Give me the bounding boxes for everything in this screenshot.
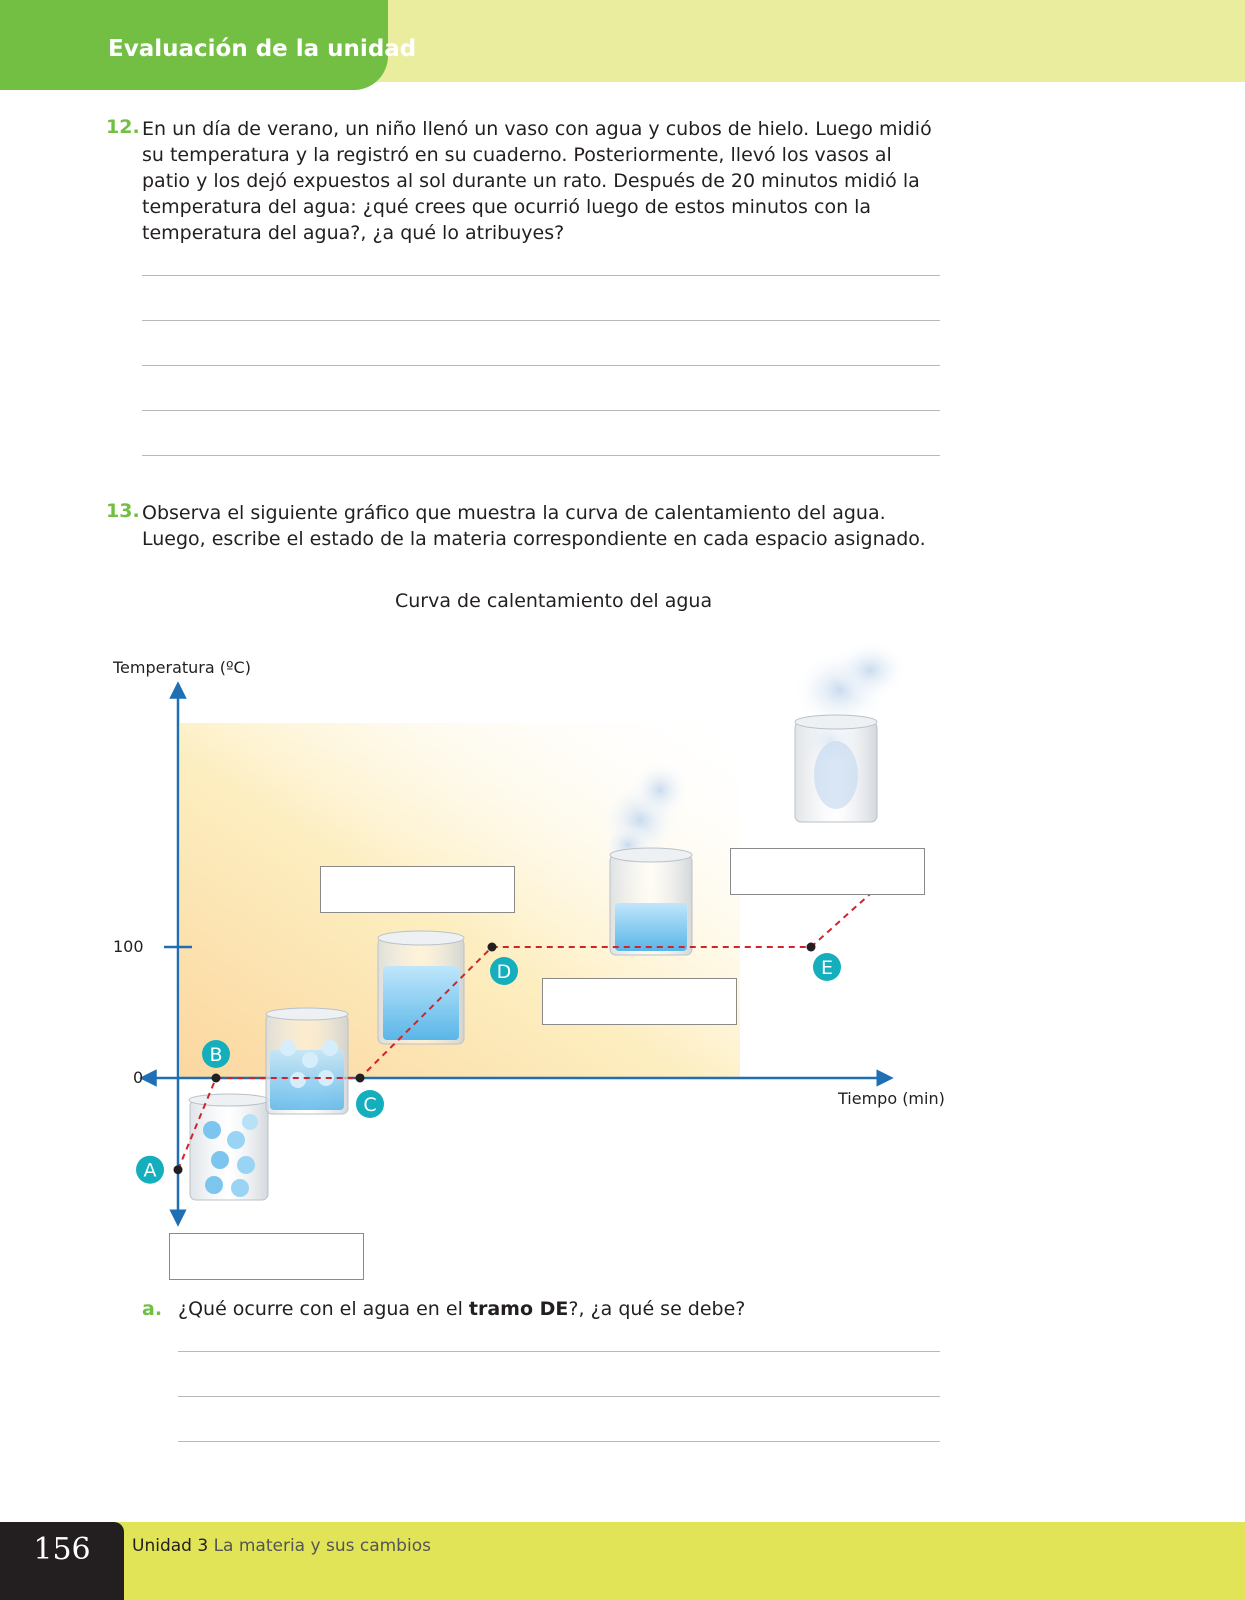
point-a-marker xyxy=(174,1165,183,1174)
chart-title: Curva de calentamiento del agua xyxy=(395,590,713,612)
footer-unit xyxy=(132,1536,431,1556)
point-e-marker xyxy=(807,943,816,952)
answer-line[interactable] xyxy=(178,1351,940,1352)
question-13-number: 13. xyxy=(106,500,140,522)
sub-question-a-emphasis: tramo DE xyxy=(468,1298,569,1320)
page-number: 156 xyxy=(0,1522,124,1600)
y-tick-label-100: 100 xyxy=(113,937,144,956)
y-tick-label-0: 0 xyxy=(133,1068,144,1087)
sub-question-a-text xyxy=(178,1298,745,1320)
question-12-number: 12. xyxy=(106,116,140,138)
point-e-label: E xyxy=(820,957,834,979)
answer-line[interactable] xyxy=(178,1396,940,1397)
footer-band xyxy=(0,1522,1245,1600)
point-c-marker xyxy=(356,1074,365,1083)
sub-question-a-text-after: ?, ¿a qué se debe? xyxy=(568,1298,746,1320)
point-c-label: C xyxy=(363,1094,377,1116)
state-answer-box[interactable] xyxy=(169,1233,364,1280)
section-title: Evaluación de la unidad xyxy=(108,36,417,62)
answer-line[interactable] xyxy=(178,1441,940,1442)
beaker-ice-icon xyxy=(189,1094,269,1200)
state-answer-box[interactable] xyxy=(542,978,737,1025)
y-axis-label: Temperatura (ºC) xyxy=(113,658,251,677)
beaker-ice-water-icon xyxy=(266,1008,348,1114)
sub-question-a-answer-lines xyxy=(178,1351,940,1442)
sub-question-a-letter: a. xyxy=(142,1298,163,1320)
x-axis-label: Tiempo (min) xyxy=(838,1089,945,1108)
state-answer-box[interactable] xyxy=(730,848,925,895)
question-13-text: Observa el siguiente gráfico que muestra la curva de calentamiento del agua. Luego, escribe el estado de la materia correspondiente en cada espacio asignado. xyxy=(142,502,926,550)
point-b-marker xyxy=(212,1074,221,1083)
sub-question-a-text-before: ¿Qué ocurre con el agua en el xyxy=(178,1298,469,1320)
question-12-text: En un día de verano, un niño llenó un vaso con agua y cubos de hielo. Luego midió su temperatura y la registró en su cuaderno. Posteriormente, llevó los vasos al patio y los dejó expuestos al sol durante un rato. Después de 20 minutos midió la temperatura del agua: ¿qué crees que ocurrió luego de estos minutos con la temperatura del agua?, ¿a qué lo atribuyes? xyxy=(142,118,932,244)
point-b-label: B xyxy=(209,1044,223,1066)
point-a-label: A xyxy=(143,1159,157,1182)
point-d-marker xyxy=(488,943,497,952)
beaker-steam-icon xyxy=(792,640,908,822)
footer-unit-title: La materia y sus cambios xyxy=(213,1536,431,1556)
beaker-water-icon xyxy=(378,931,464,1044)
footer-unit-label: Unidad 3 xyxy=(132,1536,209,1556)
state-answer-box[interactable] xyxy=(320,866,515,913)
point-d-label: D xyxy=(496,961,512,983)
